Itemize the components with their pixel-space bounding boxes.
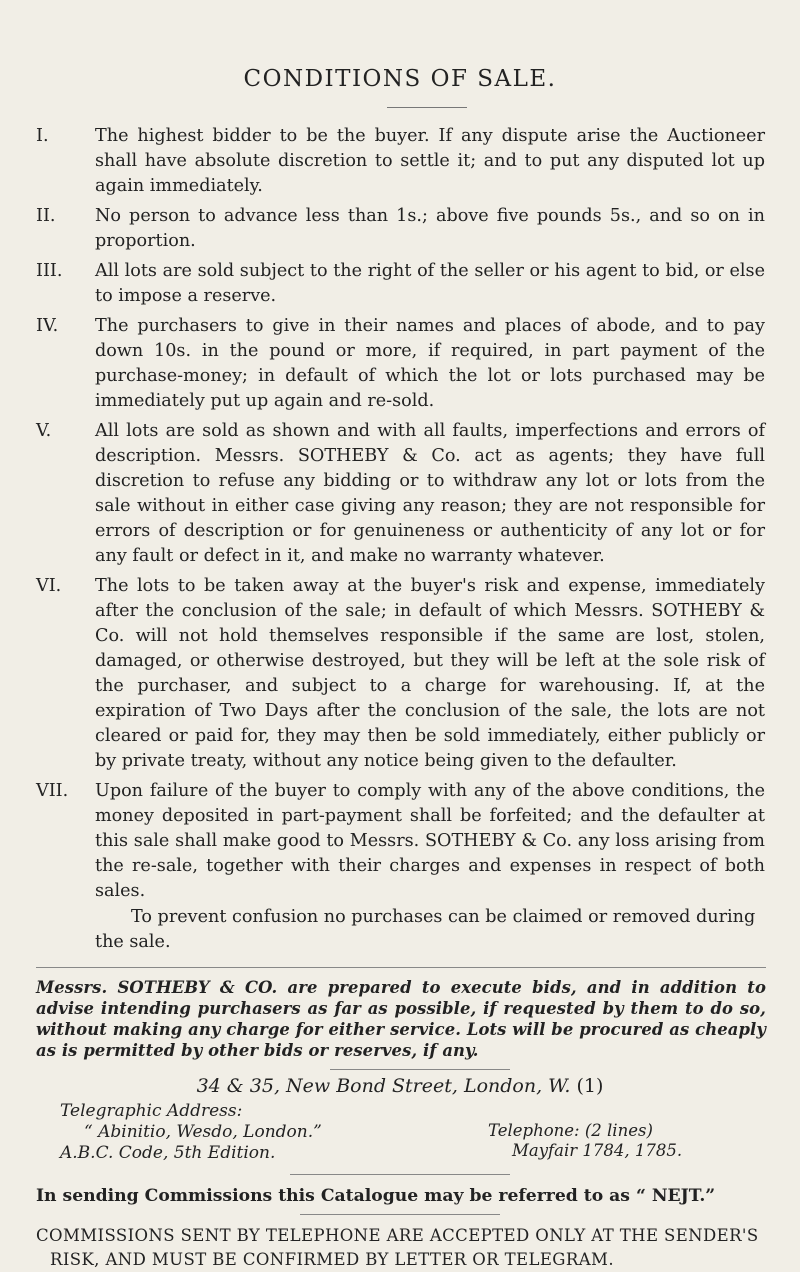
telephone-notice-line: RISK, AND MUST BE CONFIRMED BY LETTER OR TELEGRAM. — [50, 1250, 614, 1269]
condition-number: III. — [36, 261, 63, 281]
condition-number: IV. — [36, 316, 59, 336]
condition-number: II. — [36, 206, 56, 226]
short-divider — [300, 1214, 500, 1215]
advice-paragraph: Messrs. SOTHEBY & CO. are prepared to execute bids, and in addition to advise intending purchasers as far as possible, if requested by them to do so, without making any charge for either service. Lots will be procured as cheaply as is permitted by other bids or reserves, if any. — [36, 978, 766, 1060]
short-divider — [290, 1174, 510, 1175]
commissions-note: In sending Commissions this Catalogue may be referred to as “ NEJT.” — [36, 1186, 716, 1206]
abc-code: A.B.C. Code, 5th Edition. — [60, 1143, 276, 1163]
telegraphic-label: Telegraphic Address: — [60, 1101, 243, 1121]
condition-number: I. — [36, 126, 49, 146]
telephone-block — [488, 1121, 682, 1161]
telephone-notice — [36, 1224, 766, 1272]
condition-text: Upon failure of the buyer to comply with any of the above conditions, the money deposited in part-payment shall be forfeited; and the defaulter at this sale shall make good to Messrs. SOTHEBY & Co. any loss arising from the re-sale, together with their charges and expenses in respect of both sales. — [95, 781, 765, 901]
condition-text: No person to advance less than 1s.; above five pounds 5s., and so on in proportion. — [95, 206, 765, 251]
telegraphic-block — [60, 1101, 322, 1164]
postal-district: (1) — [576, 1075, 604, 1097]
telephone-label: Telephone: (2 lines) — [488, 1121, 653, 1140]
condition-number: V. — [36, 421, 52, 441]
street-address: 34 & 35, New Bond Street, London, W. — [196, 1075, 577, 1097]
title-divider — [387, 107, 467, 108]
short-divider — [330, 1069, 510, 1070]
page-title: CONDITIONS OF SALE. — [243, 66, 557, 92]
condition-text: The lots to be taken away at the buyer's risk and expense, immediately after the conclusion of the sale; in default of which Messrs. SOTHEBY & Co. will not hold themselves responsible if the same are lost, stolen, damaged, or otherwise destroyed, but they will be left at the sole risk of the purchaser, and subject to a charge for warehousing. If, at the expiration of Two Days after the conclusion of the sale, the lots are not cleared or paid for, they may then be sold immediately, either publicly or by private treaty, without any notice being given to the defaulter. — [95, 576, 765, 771]
condition-text: The highest bidder to be the buyer. If any dispute arise the Auctioneer shall have absolute discretion to settle it; and to put any disputed lot up again immediately. — [95, 126, 765, 196]
address-line — [0, 1075, 800, 1097]
telephone-notice-line: COMMISSIONS SENT BY TELEPHONE ARE ACCEPTED ONLY AT THE SENDER'S — [36, 1226, 759, 1245]
condition-text: All lots are sold subject to the right of the seller or his agent to bid, or else to impose a reserve. — [95, 261, 765, 306]
telegraphic-address: “ Abinitio, Wesdo, London.” — [84, 1122, 322, 1142]
condition-number: VII. — [36, 781, 69, 801]
condition-text: All lots are sold as shown and with all faults, imperfections and errors of description. Messrs. SOTHEBY & Co. act as agents; they have full discretion to refuse any bidding or to withdraw any lot or lots from the sale without in either case giving any reason; they are not responsible for errors of description or for genuineness or authenticity of any lot or for any fault or defect in it, and make no warranty whatever. — [95, 421, 765, 566]
condition-text: The purchasers to give in their names and places of abode, and to pay down 10s. in the pound or more, if required, in part payment of the purchase-money; in default of which the lot or lots purchased may be immediately put up again and re-sold. — [95, 316, 765, 411]
closing-note: To prevent confusion no purchases can be claimed or removed during the sale. — [95, 907, 756, 952]
telephone-numbers: Mayfair 1784, 1785. — [512, 1141, 683, 1160]
section-divider — [36, 967, 766, 968]
condition-number: VI. — [36, 576, 62, 596]
